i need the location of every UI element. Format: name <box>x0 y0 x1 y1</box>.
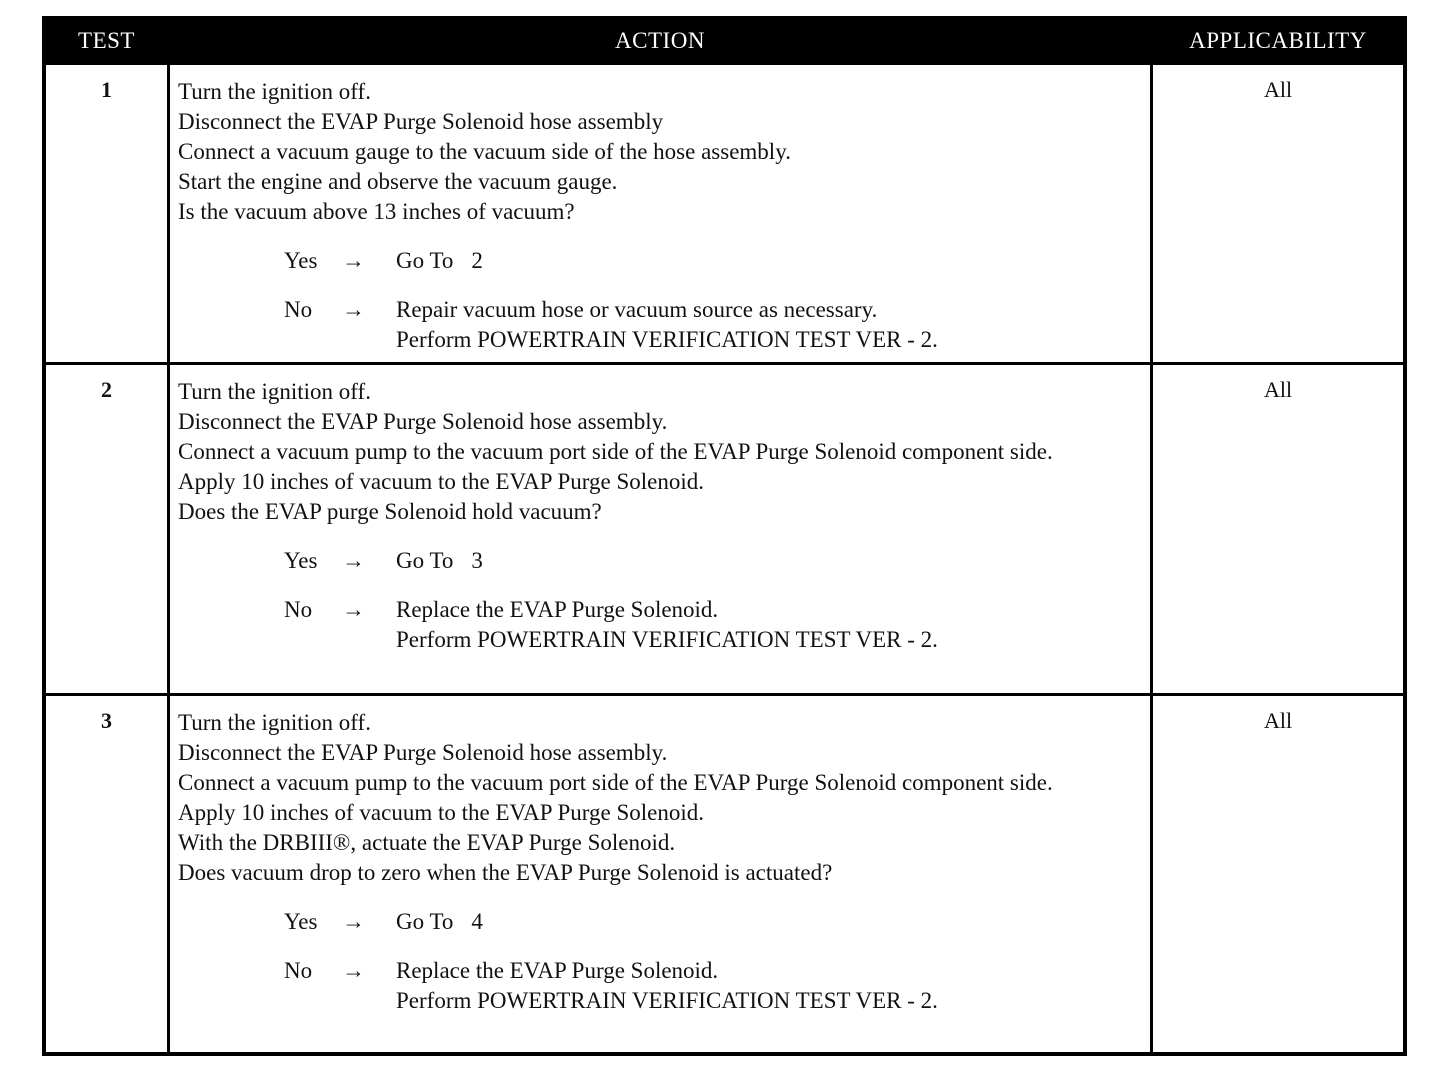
goto-text <box>396 546 1144 576</box>
no-action-line: Perform POWERTRAIN VERIFICATION TEST VER - 2. <box>396 327 938 352</box>
no-result <box>284 595 1144 655</box>
yes-label: Yes <box>284 248 318 273</box>
no-label: No <box>284 597 313 622</box>
no-action-text <box>396 595 1144 655</box>
no-action-text <box>396 295 1144 355</box>
no-result <box>284 956 1144 1016</box>
action-step: With the DRBIII®, actuate the EVAP Purge Solenoid. <box>178 830 676 855</box>
no-action-text <box>396 956 1144 1016</box>
right-arrow-icon: → <box>342 548 365 573</box>
action-step: Disconnect the EVAP Purge Solenoid hose assembly <box>178 109 664 134</box>
applicability-value: All <box>1263 708 1293 733</box>
action-step: Turn the ignition off. <box>178 79 371 104</box>
right-arrow-icon: → <box>342 297 365 322</box>
action-step: Does vacuum drop to zero when the EVAP Purge Solenoid is actuated? <box>178 860 833 885</box>
goto-number: 4 <box>471 909 483 934</box>
header-test: TEST <box>78 28 135 53</box>
yes-result <box>284 246 1144 276</box>
goto-text <box>396 246 1144 276</box>
action-step: Turn the ignition off. <box>178 710 371 735</box>
action-cell <box>167 365 1153 693</box>
header-action: ACTION <box>615 28 705 53</box>
no-action-line: Repair vacuum hose or vacuum source as necessary. <box>396 297 878 322</box>
action-step: Apply 10 inches of vacuum to the EVAP Purge Solenoid. <box>178 800 704 825</box>
table-row <box>46 362 1403 693</box>
table-row <box>46 693 1403 1056</box>
right-arrow-icon: → <box>342 597 365 622</box>
test-number: 3 <box>101 708 112 733</box>
action-step: Does the EVAP purge Solenoid hold vacuum? <box>178 499 602 524</box>
right-arrow-icon: → <box>342 958 365 983</box>
action-cell <box>167 65 1153 362</box>
no-result <box>284 295 1144 355</box>
action-step: Connect a vacuum pump to the vacuum port side of the EVAP Purge Solenoid component side. <box>178 770 1053 795</box>
table-row <box>46 62 1403 362</box>
no-action-line: Replace the EVAP Purge Solenoid. <box>396 597 719 622</box>
right-arrow-icon: → <box>342 909 365 934</box>
action-cell <box>167 696 1153 1056</box>
action-step: Connect a vacuum pump to the vacuum port side of the EVAP Purge Solenoid component side. <box>178 439 1053 464</box>
action-step: Apply 10 inches of vacuum to the EVAP Purge Solenoid. <box>178 469 704 494</box>
diagnostic-test-table <box>42 16 1407 1056</box>
yes-label: Yes <box>284 909 318 934</box>
no-action-line: Replace the EVAP Purge Solenoid. <box>396 958 719 983</box>
action-step: Turn the ignition off. <box>178 379 371 404</box>
yes-result <box>284 907 1144 937</box>
yes-label: Yes <box>284 548 318 573</box>
test-number: 1 <box>101 77 112 102</box>
goto-number: 2 <box>471 248 483 273</box>
goto-number: 3 <box>471 548 483 573</box>
action-step: Start the engine and observe the vacuum gauge. <box>178 169 618 194</box>
no-label: No <box>284 297 313 322</box>
action-step: Disconnect the EVAP Purge Solenoid hose assembly. <box>178 409 668 434</box>
goto-label: Go To <box>396 548 454 573</box>
action-step: Disconnect the EVAP Purge Solenoid hose assembly. <box>178 740 668 765</box>
table-header <box>46 20 1403 62</box>
yes-result <box>284 546 1144 576</box>
header-applicability: APPLICABILITY <box>1189 28 1367 53</box>
action-step: Connect a vacuum gauge to the vacuum side of the hose assembly. <box>178 139 791 164</box>
no-action-line: Perform POWERTRAIN VERIFICATION TEST VER - 2. <box>396 988 938 1013</box>
no-label: No <box>284 958 313 983</box>
applicability-value: All <box>1263 377 1293 402</box>
goto-label: Go To <box>396 248 454 273</box>
goto-text <box>396 907 1144 937</box>
goto-label: Go To <box>396 909 454 934</box>
action-step: Is the vacuum above 13 inches of vacuum? <box>178 199 575 224</box>
applicability-value: All <box>1263 77 1293 102</box>
right-arrow-icon: → <box>342 248 365 273</box>
test-number: 2 <box>101 377 112 402</box>
no-action-line: Perform POWERTRAIN VERIFICATION TEST VER - 2. <box>396 627 938 652</box>
